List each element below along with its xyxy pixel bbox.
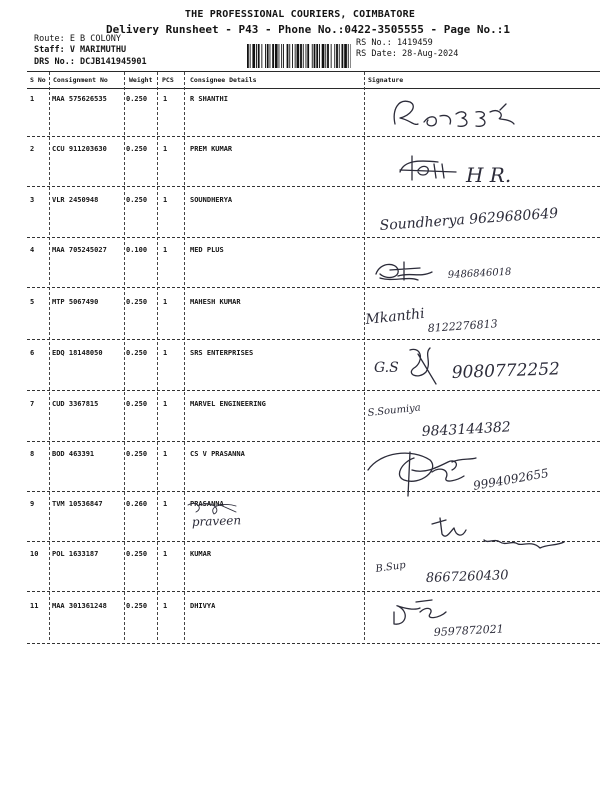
row-sno: 8 — [30, 450, 35, 458]
row-weight: 0.250 — [126, 602, 148, 610]
row-pcs: 1 — [163, 349, 168, 357]
row-sno: 11 — [30, 602, 39, 610]
row-consignee: SOUNDHERYA — [190, 196, 233, 204]
row-consignment-no: MTP 5067490 — [52, 298, 99, 306]
col-header-consignment: Consignment No — [53, 76, 108, 84]
row-consignee: KUMAR — [190, 550, 212, 558]
row-sno: 2 — [30, 145, 35, 153]
row-consignment-no: CUD 3367815 — [52, 400, 99, 408]
row-weight: 0.250 — [126, 145, 148, 153]
signature-2-text: H R. — [466, 163, 512, 187]
row-weight: 0.250 — [126, 349, 148, 357]
rs-date: RS Date: 28-Aug-2024 — [356, 49, 459, 59]
row-sno: 10 — [30, 550, 39, 558]
row-pcs: 1 — [163, 145, 168, 153]
row-consignment-no: MAA 705245027 — [52, 246, 107, 254]
row-pcs: 1 — [163, 298, 168, 306]
row-sno: 7 — [30, 400, 35, 408]
row-pcs: 1 — [163, 95, 168, 103]
signature-5-phone: 8122276813 — [427, 317, 499, 335]
row-sno: 4 — [30, 246, 35, 254]
row-pcs: 1 — [163, 450, 168, 458]
row-consignment-no: TVM 10536847 — [52, 500, 103, 508]
row-pcs: 1 — [163, 196, 168, 204]
row-consignee: CS V PRASANNA — [190, 450, 245, 458]
signature-8-phone: 9994092655 — [472, 465, 550, 493]
row-sno: 3 — [30, 196, 35, 204]
signature-4 — [376, 262, 512, 281]
row-sno: 5 — [30, 298, 35, 306]
row-consignment-no: POL 1633187 — [52, 550, 99, 558]
signature-7-name: S.Soumiya — [367, 402, 422, 419]
col-header-signature: Signature — [368, 76, 404, 84]
row-weight: 0.250 — [126, 196, 148, 204]
row-weight: 0.260 — [126, 500, 148, 508]
col-header-weight: Weight — [129, 76, 153, 84]
row-consignment-no: EDQ 18148050 — [52, 349, 103, 357]
row-sno: 1 — [30, 95, 35, 103]
row-consignment-no: MAA 575626535 — [52, 95, 107, 103]
signature-2 — [400, 156, 511, 187]
signature-6-phone: 9080772252 — [451, 359, 561, 383]
row-pcs: 1 — [163, 550, 168, 558]
row-weight: 0.250 — [126, 450, 148, 458]
signature-10-phone: 8667260430 — [425, 568, 509, 586]
drs-number: DRS No.: DCJB141945901 — [34, 57, 147, 67]
row-weight: 0.250 — [126, 298, 148, 306]
signature-1 — [394, 101, 514, 126]
signature-10-name: B.Sup — [374, 559, 407, 575]
row-consignment-no: MAA 301361248 — [52, 602, 107, 610]
row-consignee: MED PLUS — [190, 246, 224, 254]
signature-5-name: Mkanthi — [364, 305, 426, 328]
signature-10 — [374, 560, 509, 586]
signature-4-phone: 9486846018 — [447, 266, 512, 281]
row-consignment-no: VLR 2450948 — [52, 196, 99, 204]
row-weight: 0.250 — [126, 95, 148, 103]
signature-6 — [374, 348, 560, 384]
row-consignee: R SHANTHI — [190, 95, 228, 103]
col-header-pcs: PCS — [162, 76, 174, 84]
row-consignment-no: CCU 911203630 — [52, 145, 107, 153]
col-header-consignee: Consignee Details — [190, 76, 257, 84]
signature-7 — [367, 402, 511, 440]
signature-7-phone: 9843144382 — [421, 419, 512, 440]
rs-number: RS No.: 1419459 — [356, 38, 433, 48]
row-consignee: PREM KUMAR — [190, 145, 233, 153]
row-pcs: 1 — [163, 246, 168, 254]
row-pcs: 1 — [163, 602, 168, 610]
route-text: Route: E B COLONY — [34, 34, 121, 44]
row-weight: 0.250 — [126, 400, 148, 408]
signature-9 — [188, 503, 564, 548]
row-sno: 9 — [30, 500, 35, 508]
signature-3 — [379, 206, 559, 234]
row-pcs: 1 — [163, 500, 168, 508]
row-consignment-no: BOD 463391 — [52, 450, 95, 458]
row-weight: 0.250 — [126, 550, 148, 558]
col-header-sno: S No — [30, 76, 46, 84]
signature-9-name: praveen — [191, 513, 242, 529]
signature-6-name: G.S — [374, 360, 399, 376]
staff-text: Staff: V MARIMUTHU — [34, 44, 127, 55]
row-consignee: PRASANNA — [190, 500, 224, 508]
row-sno: 6 — [30, 349, 35, 357]
signature-5 — [364, 306, 498, 335]
signature-8 — [368, 452, 550, 496]
runsheet-subtitle: Delivery Runsheet - P43 - Phone No.:0422-3505555 - Page No.:1 — [106, 23, 510, 36]
row-consignee: DHIVYA — [190, 602, 216, 610]
company-title: THE PROFESSIONAL COURIERS, COIMBATORE — [184, 9, 416, 20]
signature-11 — [394, 600, 504, 639]
row-weight: 0.100 — [126, 246, 148, 254]
signature-3-text: Soundherya 9629680649 — [379, 205, 559, 234]
row-pcs: 1 — [163, 400, 168, 408]
row-consignee: MARVEL ENGINEERING — [190, 400, 266, 408]
row-consignee: SRS ENTERPRISES — [190, 349, 254, 357]
signature-11-phone: 9597872021 — [433, 622, 505, 639]
row-consignee: MAHESH KUMAR — [190, 298, 241, 306]
